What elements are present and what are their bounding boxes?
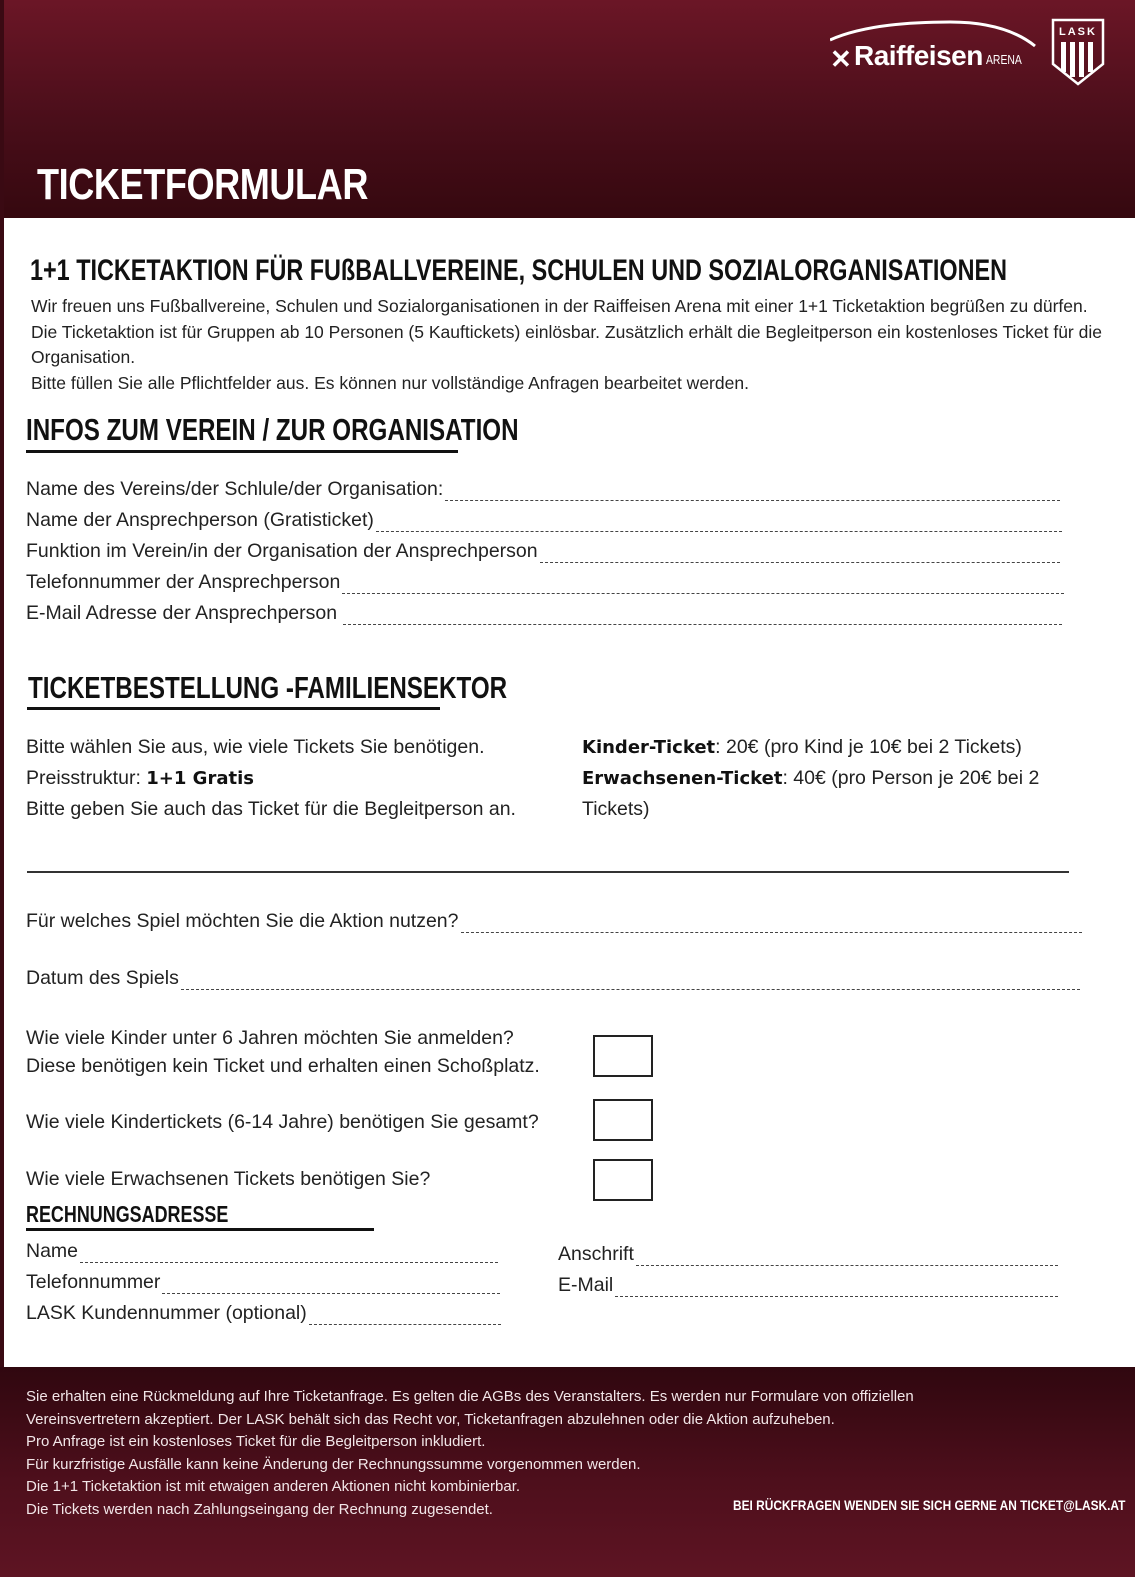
adults-question: Wie viele Erwachsenen Tickets benötigen Sie? <box>26 1168 431 1190</box>
contact-function-input[interactable] <box>540 545 1060 563</box>
billing-phone-label: Telefonnummer <box>26 1271 161 1293</box>
adults-count-input[interactable] <box>593 1159 653 1201</box>
organisation-underline <box>26 450 458 453</box>
left-border <box>0 0 4 1577</box>
footer-contact: BEI RÜCKFRAGEN WENDEN SIE SICH GERNE AN TICKET@LASK.AT <box>733 1497 1126 1513</box>
kinder-ticket-label: Kinder-Ticket <box>582 737 716 758</box>
contact-email-input[interactable] <box>343 607 1062 625</box>
order-heading: TICKETBESTELLUNG -FAMILIENSEKTOR <box>28 670 508 705</box>
intro-note: Bitte füllen Sie alle Pflichtfelder aus. Es können nur vollständige Anfragen bearbeitet werden. <box>31 372 749 393</box>
erwachsenen-ticket-label: Erwachsenen-Ticket <box>582 768 783 789</box>
under6-question-line1: Wie viele Kinder unter 6 Jahren möchten Sie anmelden? <box>26 1027 514 1049</box>
price-structure-label: Preisstruktur: <box>26 767 147 789</box>
game-field[interactable] <box>26 910 1082 933</box>
contact-email-field[interactable] <box>26 602 1062 625</box>
billing-address-label: Anschrift <box>558 1243 634 1265</box>
date-field[interactable] <box>26 967 1080 990</box>
game-label: Für welches Spiel möchten Sie die Aktion nutzen? <box>26 910 459 932</box>
billing-name-field[interactable] <box>26 1240 498 1263</box>
customer-number-input[interactable] <box>309 1307 501 1325</box>
order-divider <box>27 871 1069 873</box>
lask-crest-icon <box>1051 18 1105 86</box>
date-label: Datum des Spiels <box>26 967 179 989</box>
contact-phone-input[interactable] <box>342 576 1064 594</box>
billing-address-input[interactable] <box>636 1248 1058 1266</box>
billing-address-field[interactable] <box>558 1243 1058 1266</box>
organisation-heading: INFOS ZUM VEREIN / ZUR ORGANISATION <box>26 412 519 447</box>
contact-name-field[interactable] <box>26 509 1062 532</box>
footer-line-3: Für kurzfristige Ausfälle kann keine Änderung der Rechnungssumme vorgenommen werden. <box>26 1455 641 1473</box>
intro-paragraph: Wir freuen uns Fußballvereine, Schulen und Sozialorganisationen in der Raiffeisen Arena mit einer 1+1 Ticketaktion begrüßen zu dürfen. Die Ticketaktion ist für Gruppen ab 10 Personen (5 Kauftickets) einlösbar. Zusätzlich erhält die Begleitperson ein kostenloses Ticket für die Organisation. <box>31 296 1102 367</box>
order-underline <box>27 707 440 710</box>
price-structure-value: 1+1 Gratis <box>146 768 254 789</box>
billing-phone-field[interactable] <box>26 1271 500 1294</box>
sponsor-logo <box>830 18 1040 78</box>
billing-phone-input[interactable] <box>162 1276 500 1294</box>
contact-phone-label: Telefonnummer der Ansprechperson <box>26 571 341 593</box>
kinder-ticket-price <box>582 732 1082 763</box>
contact-phone-field[interactable] <box>26 571 1064 594</box>
sponsor-suffix: ARENA <box>986 52 1022 67</box>
billing-email-field[interactable] <box>558 1274 1058 1297</box>
order-price-structure <box>26 763 571 794</box>
order-instructions <box>26 732 571 825</box>
contact-email-label: E-Mail Adresse der Ansprechperson <box>26 602 338 624</box>
contact-name-label: Name der Ansprechperson (Gratisticket) <box>26 509 374 531</box>
sponsor-name: Raiffeisen <box>854 40 983 71</box>
erwachsenen-ticket-text: : 40€ (pro Person je 20€ bei 2 Tickets) <box>582 767 1040 820</box>
campaign-heading: 1+1 TICKETAKTION FÜR FUßBALLVEREINE, SCHULEN UND SOZIALORGANISATIONEN <box>30 254 1007 287</box>
contact-function-label: Funktion im Verein/in der Organisation der Ansprechperson <box>26 540 538 562</box>
footer-line-4: Die 1+1 Ticketaktion ist mit etwaigen anderen Aktionen nicht kombinierbar. <box>26 1478 521 1495</box>
order-instruction-3: Bitte geben Sie auch das Ticket für die Begleitperson an. <box>26 798 516 820</box>
billing-email-input[interactable] <box>615 1279 1058 1297</box>
order-instruction-1: Bitte wählen Sie aus, wie viele Tickets Sie benötigen. <box>26 736 485 758</box>
intro-text <box>31 294 1111 396</box>
billing-name-input[interactable] <box>80 1245 498 1263</box>
under6-count-input[interactable] <box>593 1035 653 1077</box>
billing-email-label: E-Mail <box>558 1274 614 1296</box>
game-input[interactable] <box>461 915 1083 933</box>
raiffeisen-cross-icon: ✕ <box>830 44 852 74</box>
date-input[interactable] <box>181 972 1080 990</box>
page-title: TICKETFORMULAR <box>37 160 368 209</box>
crest-text: LASK <box>1059 26 1097 38</box>
erwachsenen-ticket-price <box>582 763 1082 825</box>
contact-function-field[interactable] <box>26 540 1060 563</box>
billing-underline <box>26 1228 374 1231</box>
under6-question-line2: Diese benötigen kein Ticket und erhalten einen Schoßplatz. <box>26 1055 540 1077</box>
footer-line-1: Sie erhalten eine Rückmeldung auf Ihre Ticketanfrage. Es gelten die AGBs des Veranstalters. Es werden nur Formulare von offiziellen Vereinsvertretern akzeptiert. Der LASK behält sich das Recht vor, Ticketanfragen abzulehnen oder die Aktion aufzuheben. <box>26 1388 914 1428</box>
org-name-field[interactable] <box>26 478 1060 501</box>
kids-count-input[interactable] <box>593 1099 653 1141</box>
customer-number-field[interactable] <box>26 1302 501 1325</box>
kids-question: Wie viele Kindertickets (6-14 Jahre) benötigen Sie gesamt? <box>26 1111 539 1133</box>
billing-heading: RECHNUNGSADRESSE <box>26 1201 229 1227</box>
contact-name-input[interactable] <box>376 514 1062 532</box>
customer-number-label: LASK Kundennummer (optional) <box>26 1302 307 1324</box>
footer-line-2: Pro Anfrage ist ein kostenloses Ticket für die Begleitperson inkludiert. <box>26 1433 486 1450</box>
footer-line-5: Die Tickets werden nach Zahlungseingang der Rechnung zugesendet. <box>26 1500 493 1518</box>
org-name-label: Name des Vereins/der Schlule/der Organisation: <box>26 478 444 500</box>
org-name-input[interactable] <box>445 483 1060 501</box>
price-info <box>582 732 1082 825</box>
billing-name-label: Name <box>26 1240 79 1262</box>
kinder-ticket-text: : 20€ (pro Kind je 10€ bei 2 Tickets) <box>715 736 1022 758</box>
under6-question <box>26 1024 540 1080</box>
